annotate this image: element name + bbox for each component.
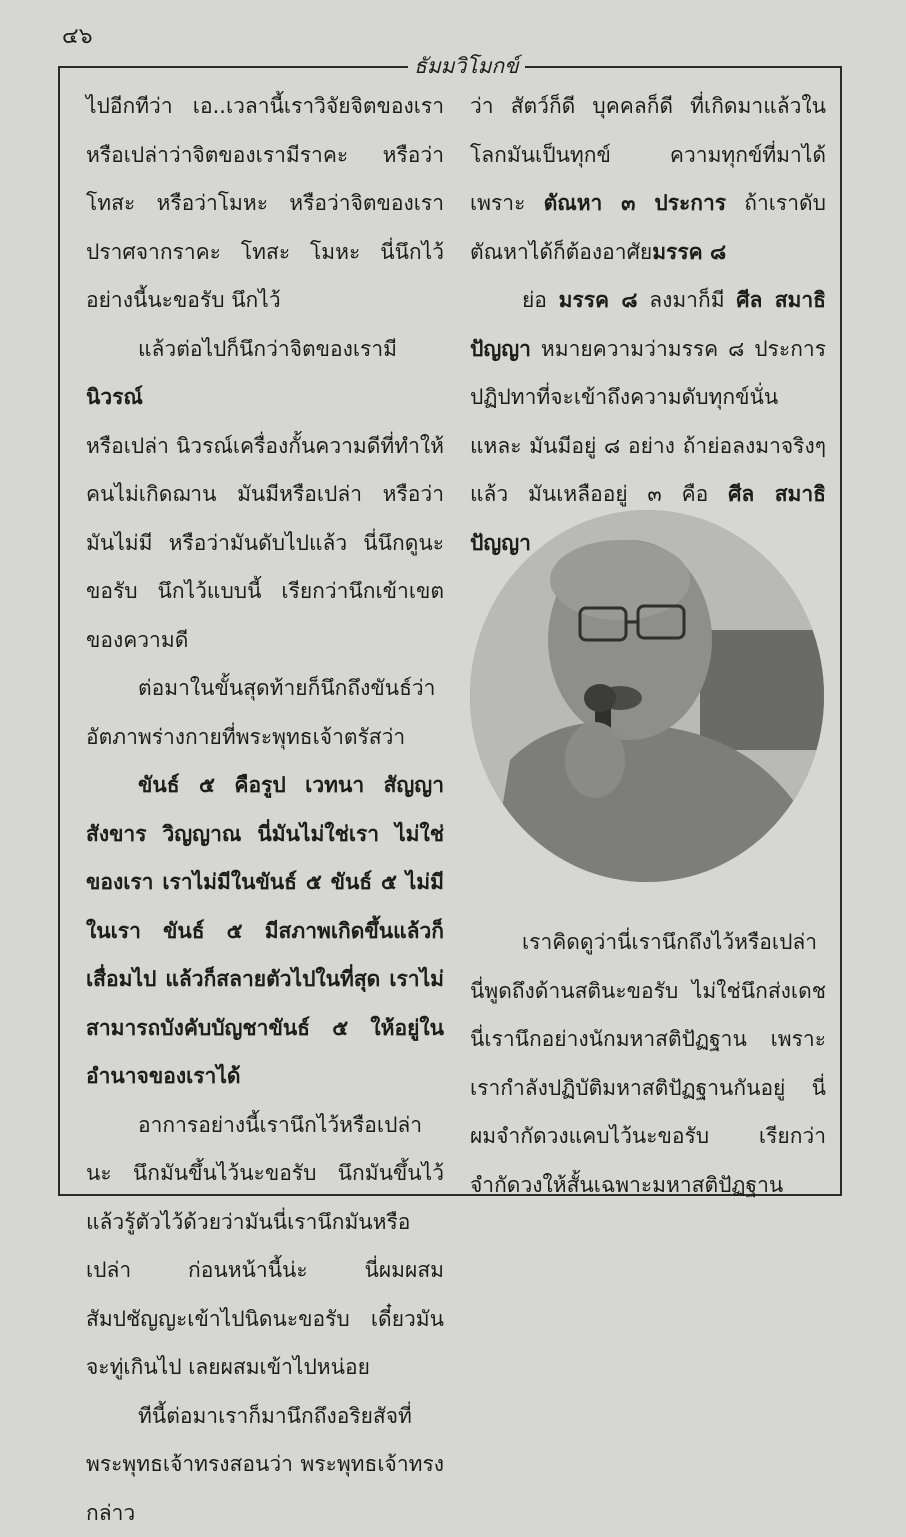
right-column-bottom: [470, 918, 826, 1209]
paragraph: ไปอีกทีว่า เอ..เวลานี้เราวิจัยจิตของเราหรือเปล่าว่าจิตของเรามีราคะ หรือว่าโทสะ หรือว่าโมหะ หรือว่าจิตของเราปราศจากราคะ โทสะ โมหะ นี่นึกไว้อย่างนี้นะขอรับ นึกไว้: [86, 82, 444, 325]
header-title: ธัมมวิโมกข์: [408, 50, 525, 83]
bold-term: ศีล สมาธิ ปัญญา: [470, 482, 826, 555]
monk-portrait-photo: [470, 510, 824, 882]
paragraph: ทีนี้ต่อมาเราก็มานึกถึงอริยสัจที่พระพุทธเจ้าทรงสอนว่า พระพุทธเจ้าทรงกล่าว: [86, 1392, 444, 1537]
paragraph: [86, 325, 444, 422]
bold-paragraph: ขันธ์ ๕ คือรูป เวทนา สัญญา สังขาร วิญญาณ นี่มันไม่ใช่เรา ไม่ใช่ของเรา เราไม่มีในขันธ์ ๕ ขันธ์ ๕ ไม่มีในเรา ขันธ์ ๕ มีสภาพเกิดขึ้นแล้วก็เสื่อมไป แล้วก็สลายตัวไปในที่สุด เราไม่สามารถบังคับบัญชาขันธ์ ๕ ให้อยู่ในอำนาจของเราได้: [86, 761, 444, 1101]
text-run: แล้วต่อไปก็นึกว่าจิตของเรามี: [138, 337, 397, 361]
bold-term: มรรค ๘: [652, 240, 726, 264]
bold-term: ศีล สมาธิ ปัญญา: [470, 288, 826, 361]
paragraph: อาการอย่างนี้เรานึกไว้หรือเปล่านะ นึกมันขึ้นไว้นะขอรับ นึกมันขึ้นไว้ แล้วรู้ตัวไว้ด้วยว่ามันนี่เรานึกมันหรือเปล่า ก่อนหน้านี้น่ะ นี่ผมผสมสัมปชัญญะเข้าไปนิดนะขอรับ เดี๋ยวมันจะทู่เกินไป เลยผสมเข้าไปหน่อย: [86, 1101, 444, 1392]
bold-term: นิวรณ์: [86, 385, 143, 409]
paragraph: เราคิดดูว่านี่เรานึกถึงไว้หรือเปล่า นี่พูดถึงด้านสตินะขอรับ ไม่ใช่นึกส่งเดช นี่เรานึกอย่างนักมหาสติปัฏฐาน เพราะเรากำลังปฏิบัติมหาสติปัฏฐานกันอยู่ นี่ผมจำกัดวงแคบไว้นะขอรับ เรียกว่าจำกัดวงให้สั้นเฉพาะมหาสติปัฏฐาน: [470, 918, 826, 1209]
portrait-illustration: [470, 510, 824, 882]
paragraph: หรือเปล่า นิวรณ์เครื่องกั้นความดีที่ทำให้คนไม่เกิดฌาน มันมีหรือเปล่า หรือว่ามันไม่มี หรือว่ามันดับไปแล้ว นี่นึกดูนะขอรับ นึกไว้แบบนี้ เรียกว่านึกเข้าเขตของความดี: [86, 422, 444, 665]
right-column-top: [470, 82, 826, 567]
text-run: ว่า สัตว์ก็ดี บุคคลก็ดี ที่เกิดมาแล้วในโลกมันเป็นทุกข์ ความทุกข์ที่มาได้เพราะ: [470, 94, 826, 215]
paragraph: ต่อมาในขั้นสุดท้ายก็นึกถึงขันธ์ว่า อัตภาพร่างกายที่พระพุทธเจ้าตรัสว่า: [86, 664, 444, 761]
text-run: ลงมาก็มี: [649, 288, 724, 312]
paragraph: [470, 82, 826, 276]
text-run: ย่อ: [522, 288, 547, 312]
bold-term: มรรค ๘: [559, 288, 638, 312]
text-run: ถ้าเราดับตัณหาได้ก็ต้องอาศัย: [470, 191, 826, 264]
page-number: ๔๖: [62, 18, 93, 53]
bold-term: ตัณหา ๓ ประการ: [544, 191, 726, 215]
text-run: หมายความว่ามรรค ๘ ประการ ปฏิปทาที่จะเข้าถึงความดับทุกข์นั่นแหละ มันมีอยู่ ๘ อย่าง ถ้าย่อลงมาจริงๆ แล้ว มันเหลืออยู่ ๓ คือ: [470, 337, 826, 507]
left-column: [86, 82, 444, 1537]
